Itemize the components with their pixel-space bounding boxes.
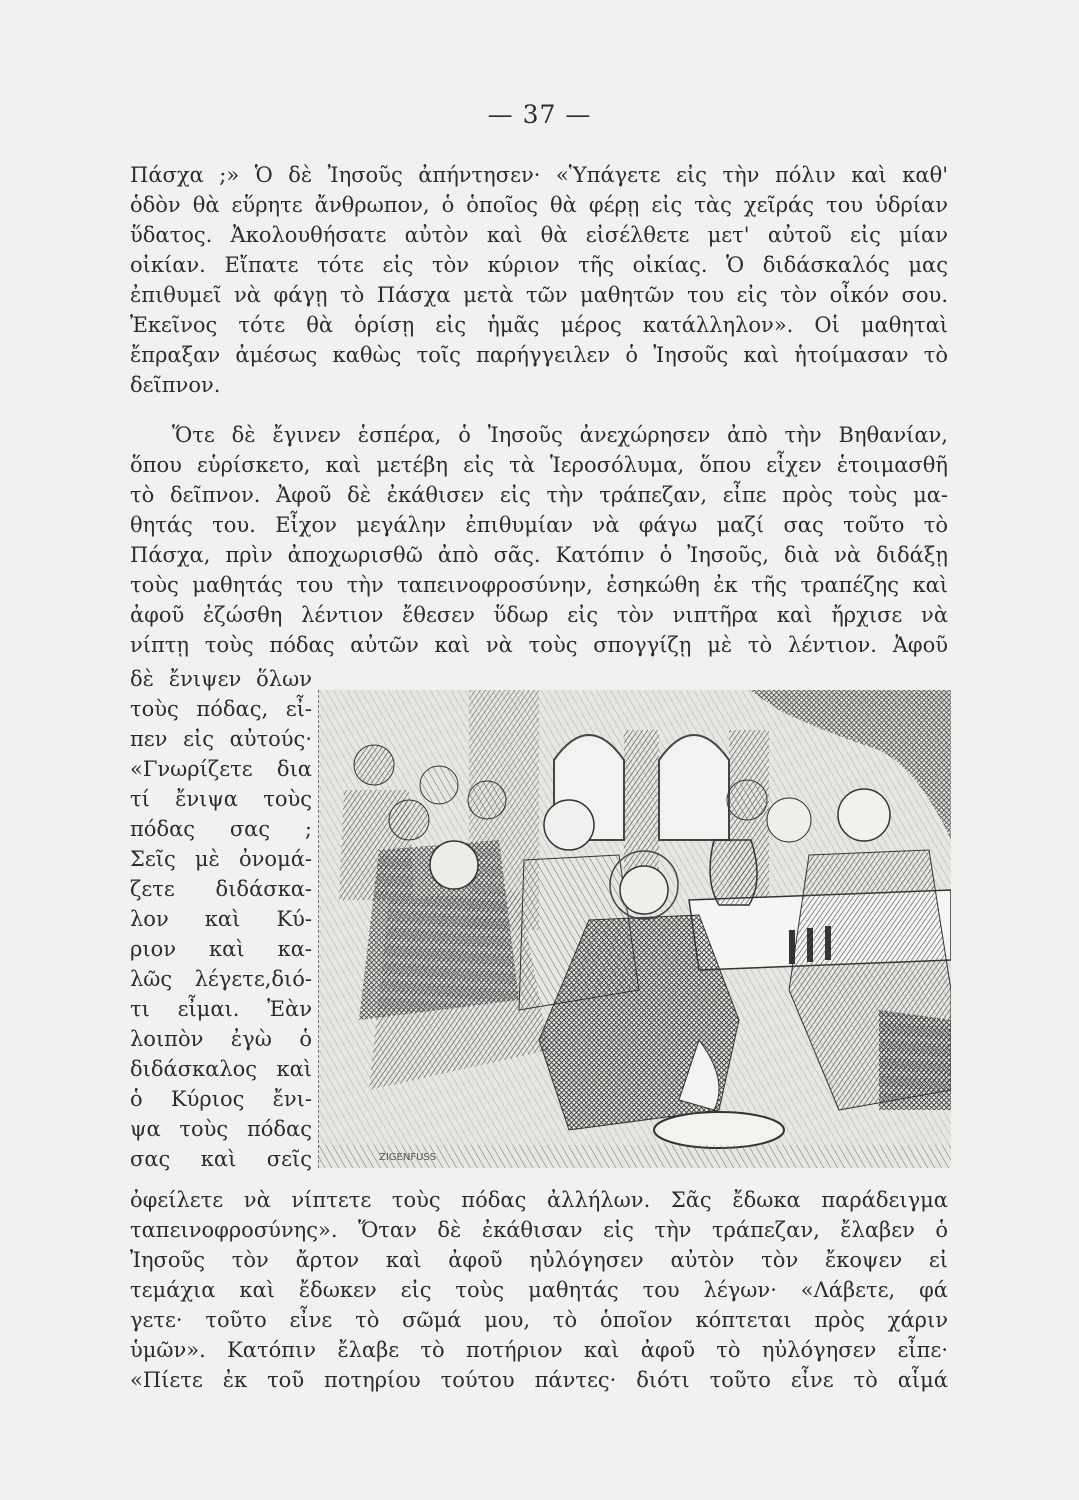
text-line: τὸ δεῖπνον. Ἀφοῦ δὲ ἐκάθισεν εἰς τὴν τράπεζαν, εἶπε πρὸς τοὺς μα- [130, 483, 948, 507]
text-line: πεν εἰς αὐτούς· [130, 727, 312, 751]
text-line: Ὅτε δὲ ἔγινεν ἑσπέρα, ὁ Ἰησοῦς ἀνεχώρησεν ἀπὸ τὴν Βηθανίαν, [172, 423, 948, 447]
text-line: ζετε διδάσκα- [130, 877, 312, 901]
text-line: ὑμῶν». Κατόπιν ἔλαβε τὸ ποτήριον καὶ ἀφοῦ τὸ ηὐλόγησεν εἶπε· [130, 1338, 948, 1362]
text-line: νίπτῃ τοὺς πόδας αὐτῶν καὶ νὰ τοὺς σπογγίζῃ μὲ τὸ λέντιον. Ἀφοῦ [130, 633, 948, 657]
text-line: θητάς του. Εἶχον μεγάλην ἐπιθυμίαν νὰ φάγω μαζί σας τοῦτο τὸ [130, 513, 948, 537]
page-number: — 37 — [487, 100, 592, 129]
text-line: ριον καὶ κα- [130, 937, 312, 961]
text-line: ἔπραξαν ἀμέσως καθὼς τοῖς παρήγγειλεν ὁ Ἰησοῦς καὶ ἡτοίμασαν τὸ [130, 343, 948, 367]
engraver-signature: ZIGENFUSS [379, 1152, 437, 1163]
text-line: τοὺς μαθητάς του τὴν ταπεινοφροσύνην, ἐσηκώθη ἐκ τῆς τραπέζης καὶ [130, 573, 948, 597]
text-line: γετε· τοῦτο εἶνε τὸ σῶμά μου, τὸ ὁποῖον κόπτεται πρὸς χάριν [130, 1308, 948, 1332]
text-line: ὅπου εὑρίσκετο, καὶ μετέβη εἰς τὰ Ἱεροσόλυμα, ὅπου εἶχεν ἑτοιμασθῆ [130, 453, 948, 477]
jug [710, 840, 757, 905]
text-line: λῶς λέγετε,διό- [130, 967, 312, 991]
text-line: ἀφοῦ ἐζώσθη λέντιον ἔθεσεν ὕδωρ εἰς τὸν νιπτῆρα καὶ ἤρχισε νὰ [130, 603, 948, 627]
text-line: ὁ Κύριος ἔνι- [130, 1087, 312, 1111]
text-line: σας καὶ σεῖς [130, 1147, 312, 1171]
text-line: Πάσχα, πρὶν ἀποχωρισθῶ ἀπὸ σᾶς. Κατόπιν ὁ Ἰησοῦς, διὰ νὰ διδάξῃ [130, 543, 948, 567]
text-line: τί ἔνιψα τοὺς [130, 787, 312, 811]
text-line: λοιπὸν ἐγὼ ὁ [130, 1027, 312, 1051]
text-line: ψα τοὺς πόδας [130, 1117, 312, 1141]
text-line: Ἐκεῖνος τότε θὰ ὁρίσῃ εἰς ἡμᾶς μέρος κατάλληλον». Οἱ μαθηταὶ [130, 313, 948, 337]
text-line: οἰκίαν. Εἴπατε τότε εἰς τὸν κύριον τῆς οἰκίας. Ὁ διδάσκαλός μας [130, 253, 948, 277]
text-line: διδάσκαλος καὶ [130, 1057, 312, 1081]
text-line: Πάσχα ;» Ὁ δὲ Ἰησοῦς ἀπήντησεν· «Ὑπάγετε εἰς τὴν πόλιν καὶ καθ' [130, 163, 948, 187]
text-line: τεμάχια καὶ ἔδωκεν εἰς τοὺς μαθητάς του λέγων· «Λάβετε, φά [130, 1278, 948, 1302]
text-line: ἐπιθυμεῖ νὰ φάγῃ τὸ Πάσχα μετὰ τῶν μαθητῶν του εἰς τὸν οἶκόν σου. [130, 283, 948, 307]
text-line: τι εἶμαι. Ἐὰν [130, 997, 312, 1021]
text-line: «Γνωρίζετε δια [130, 757, 312, 781]
text-line: πόδας σας ; [130, 817, 312, 841]
text-line: δὲ ἔνιψεν ὅλων [130, 667, 312, 691]
text-line: λον καὶ Κύ- [130, 907, 312, 931]
foot-washing-engraving [318, 690, 951, 1168]
text-line: ὁδὸν θὰ εὕρητε ἄνθρωπον, ὁ ὁποῖος θὰ φέρῃ εἰς τὰς χεῖράς του ὑδρίαν [130, 193, 948, 217]
text-line: δεῖπνον. [130, 373, 221, 397]
text-line: ὕδατος. Ἀκολουθήσατε αὐτὸν καὶ θὰ εἰσέλθετε μετ' αὐτοῦ εἰς μίαν [130, 223, 948, 247]
text-line: «Πίετε ἐκ τοῦ ποτηρίου τούτου πάντες· διότι τοῦτο εἶνε τὸ αἷμά [130, 1368, 948, 1392]
text-line: τοὺς πόδας, εἶ- [130, 697, 312, 721]
text-line: ταπεινοφροσύνης». Ὅταν δὲ ἐκάθισαν εἰς τὴν τράπεζαν, ἔλαβεν ὁ [130, 1218, 948, 1242]
wash-basin [654, 1112, 784, 1148]
text-line: Ἰησοῦς τὸν ἄρτον καὶ ἀφοῦ ηὐλόγησεν αὐτὸν τὸν ἔκοψεν εἰ [130, 1248, 948, 1272]
text-line: ὀφείλετε νὰ νίπτετε τοὺς πόδας ἀλλήλων. Σᾶς ἔδωκα παράδειγμα [130, 1188, 948, 1212]
text-line: Σεῖς μὲ ὀνομά- [130, 847, 312, 871]
